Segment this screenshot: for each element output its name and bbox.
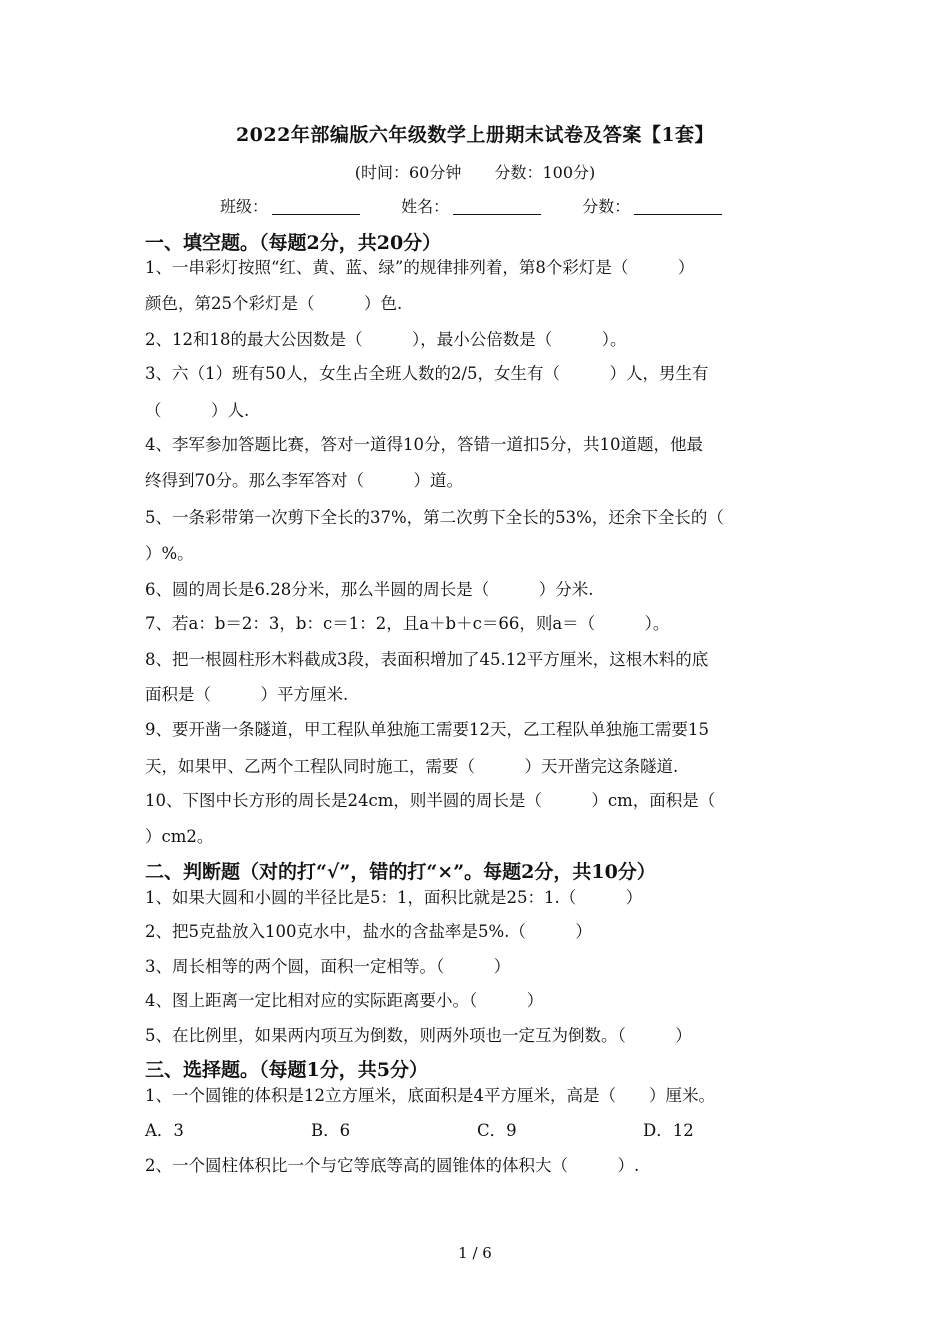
class-blank xyxy=(272,198,360,215)
question-line: 9、要开凿一条隧道，甲工程队单独施工需要12天，乙工程队单独施工需要15 xyxy=(145,720,709,739)
question-line: 7、若a：b＝2：3，b：c＝1：2，且a＋b＋c＝66，则a＝（ ）。 xyxy=(145,614,670,633)
option-a: A．3 xyxy=(145,1121,184,1140)
section-true-false-heading: 二、判断题（对的打“√”，错的打“×”。每题2分，共10分） xyxy=(145,861,656,883)
question-line: ）%。 xyxy=(145,544,194,563)
score-label: 分数： xyxy=(582,197,631,216)
question-line: 3、六（1）班有50人，女生占全班人数的2/5，女生有（ ）人，男生有 xyxy=(145,364,709,383)
question-line: 3、周长相等的两个圆，面积一定相等。（ ） xyxy=(145,957,511,976)
question-line: 1、如果大圆和小圆的半径比是5：1，面积比就是25：1.（ ） xyxy=(145,888,643,907)
name-label: 姓名： xyxy=(401,197,450,216)
question-line: 1、一串彩灯按照“红、黄、蓝、绿”的规律排列着，第8个彩灯是（ ） xyxy=(145,258,695,277)
question-line: 10、下图中长方形的周长是24cm，则半圆的周长是（ ）cm，面积是（ xyxy=(145,791,716,810)
section-fill-blank-heading: 一、填空题。（每题2分，共20分） xyxy=(145,232,442,254)
question-line: 颜色，第25个彩灯是（ ）色. xyxy=(145,294,403,313)
student-info-fields xyxy=(220,194,758,217)
choice-options xyxy=(145,1117,809,1141)
option-b: B．6 xyxy=(311,1121,351,1140)
name-blank xyxy=(453,198,541,215)
question-line: 1、一个圆锥的体积是12立方厘米，底面积是4平方厘米，高是（ ）厘米。 xyxy=(145,1086,715,1105)
section-multiple-choice-heading: 三、选择题。（每题1分，共5分） xyxy=(145,1059,428,1081)
question-line: 4、图上距离一定比相对应的实际距离要小。（ ） xyxy=(145,991,544,1010)
question-line: 6、圆的周长是6.28分米，那么半圆的周长是（ ）分米. xyxy=(145,580,594,599)
question-line: 终得到70分。那么李军答对（ ）道。 xyxy=(145,471,463,490)
question-line: 天，如果甲、乙两个工程队同时施工，需要（ ）天开凿完这条隧道. xyxy=(145,757,679,776)
question-line: 面积是（ ）平方厘米. xyxy=(145,685,349,704)
question-line: 2、把5克盐放入100克水中，盐水的含盐率是5%.（ ） xyxy=(145,922,592,941)
score-blank xyxy=(634,198,722,215)
name-field xyxy=(401,194,541,217)
class-label: 班级： xyxy=(220,197,269,216)
question-line: （ ）人. xyxy=(145,401,250,420)
question-line: 5、在比例里，如果两内项互为倒数，则两外项也一定互为倒数。（ ） xyxy=(145,1026,692,1045)
question-line: 5、一条彩带第一次剪下全长的37%，第二次剪下全长的53%，还余下全长的（ xyxy=(145,508,724,527)
page-title: 2022年部编版六年级数学上册期末试卷及答案【1套】 xyxy=(235,124,715,146)
score-field xyxy=(582,194,722,217)
exam-subtitle xyxy=(0,160,950,183)
class-field xyxy=(220,194,360,217)
question-line: 2、一个圆柱体积比一个与它等底等高的圆锥体的体积大（ ）. xyxy=(145,1156,640,1175)
time-info: (时间：60分钟 xyxy=(354,163,462,182)
question-line: 2、12和18的最大公因数是（ ），最小公倍数是（ ）。 xyxy=(145,330,627,349)
question-line: 8、把一根圆柱形木料截成3段，表面积增加了45.12平方厘米，这根木料的底 xyxy=(145,650,709,669)
score-info: 分数：100分) xyxy=(494,163,596,182)
page-number: 1 / 6 xyxy=(458,1244,492,1262)
option-c: C．9 xyxy=(477,1121,517,1140)
question-line: 4、李军参加答题比赛，答对一道得10分，答错一道扣5分，共10道题，他最 xyxy=(145,435,703,454)
question-line: ）cm2。 xyxy=(145,827,214,846)
option-d: D．12 xyxy=(643,1121,694,1140)
